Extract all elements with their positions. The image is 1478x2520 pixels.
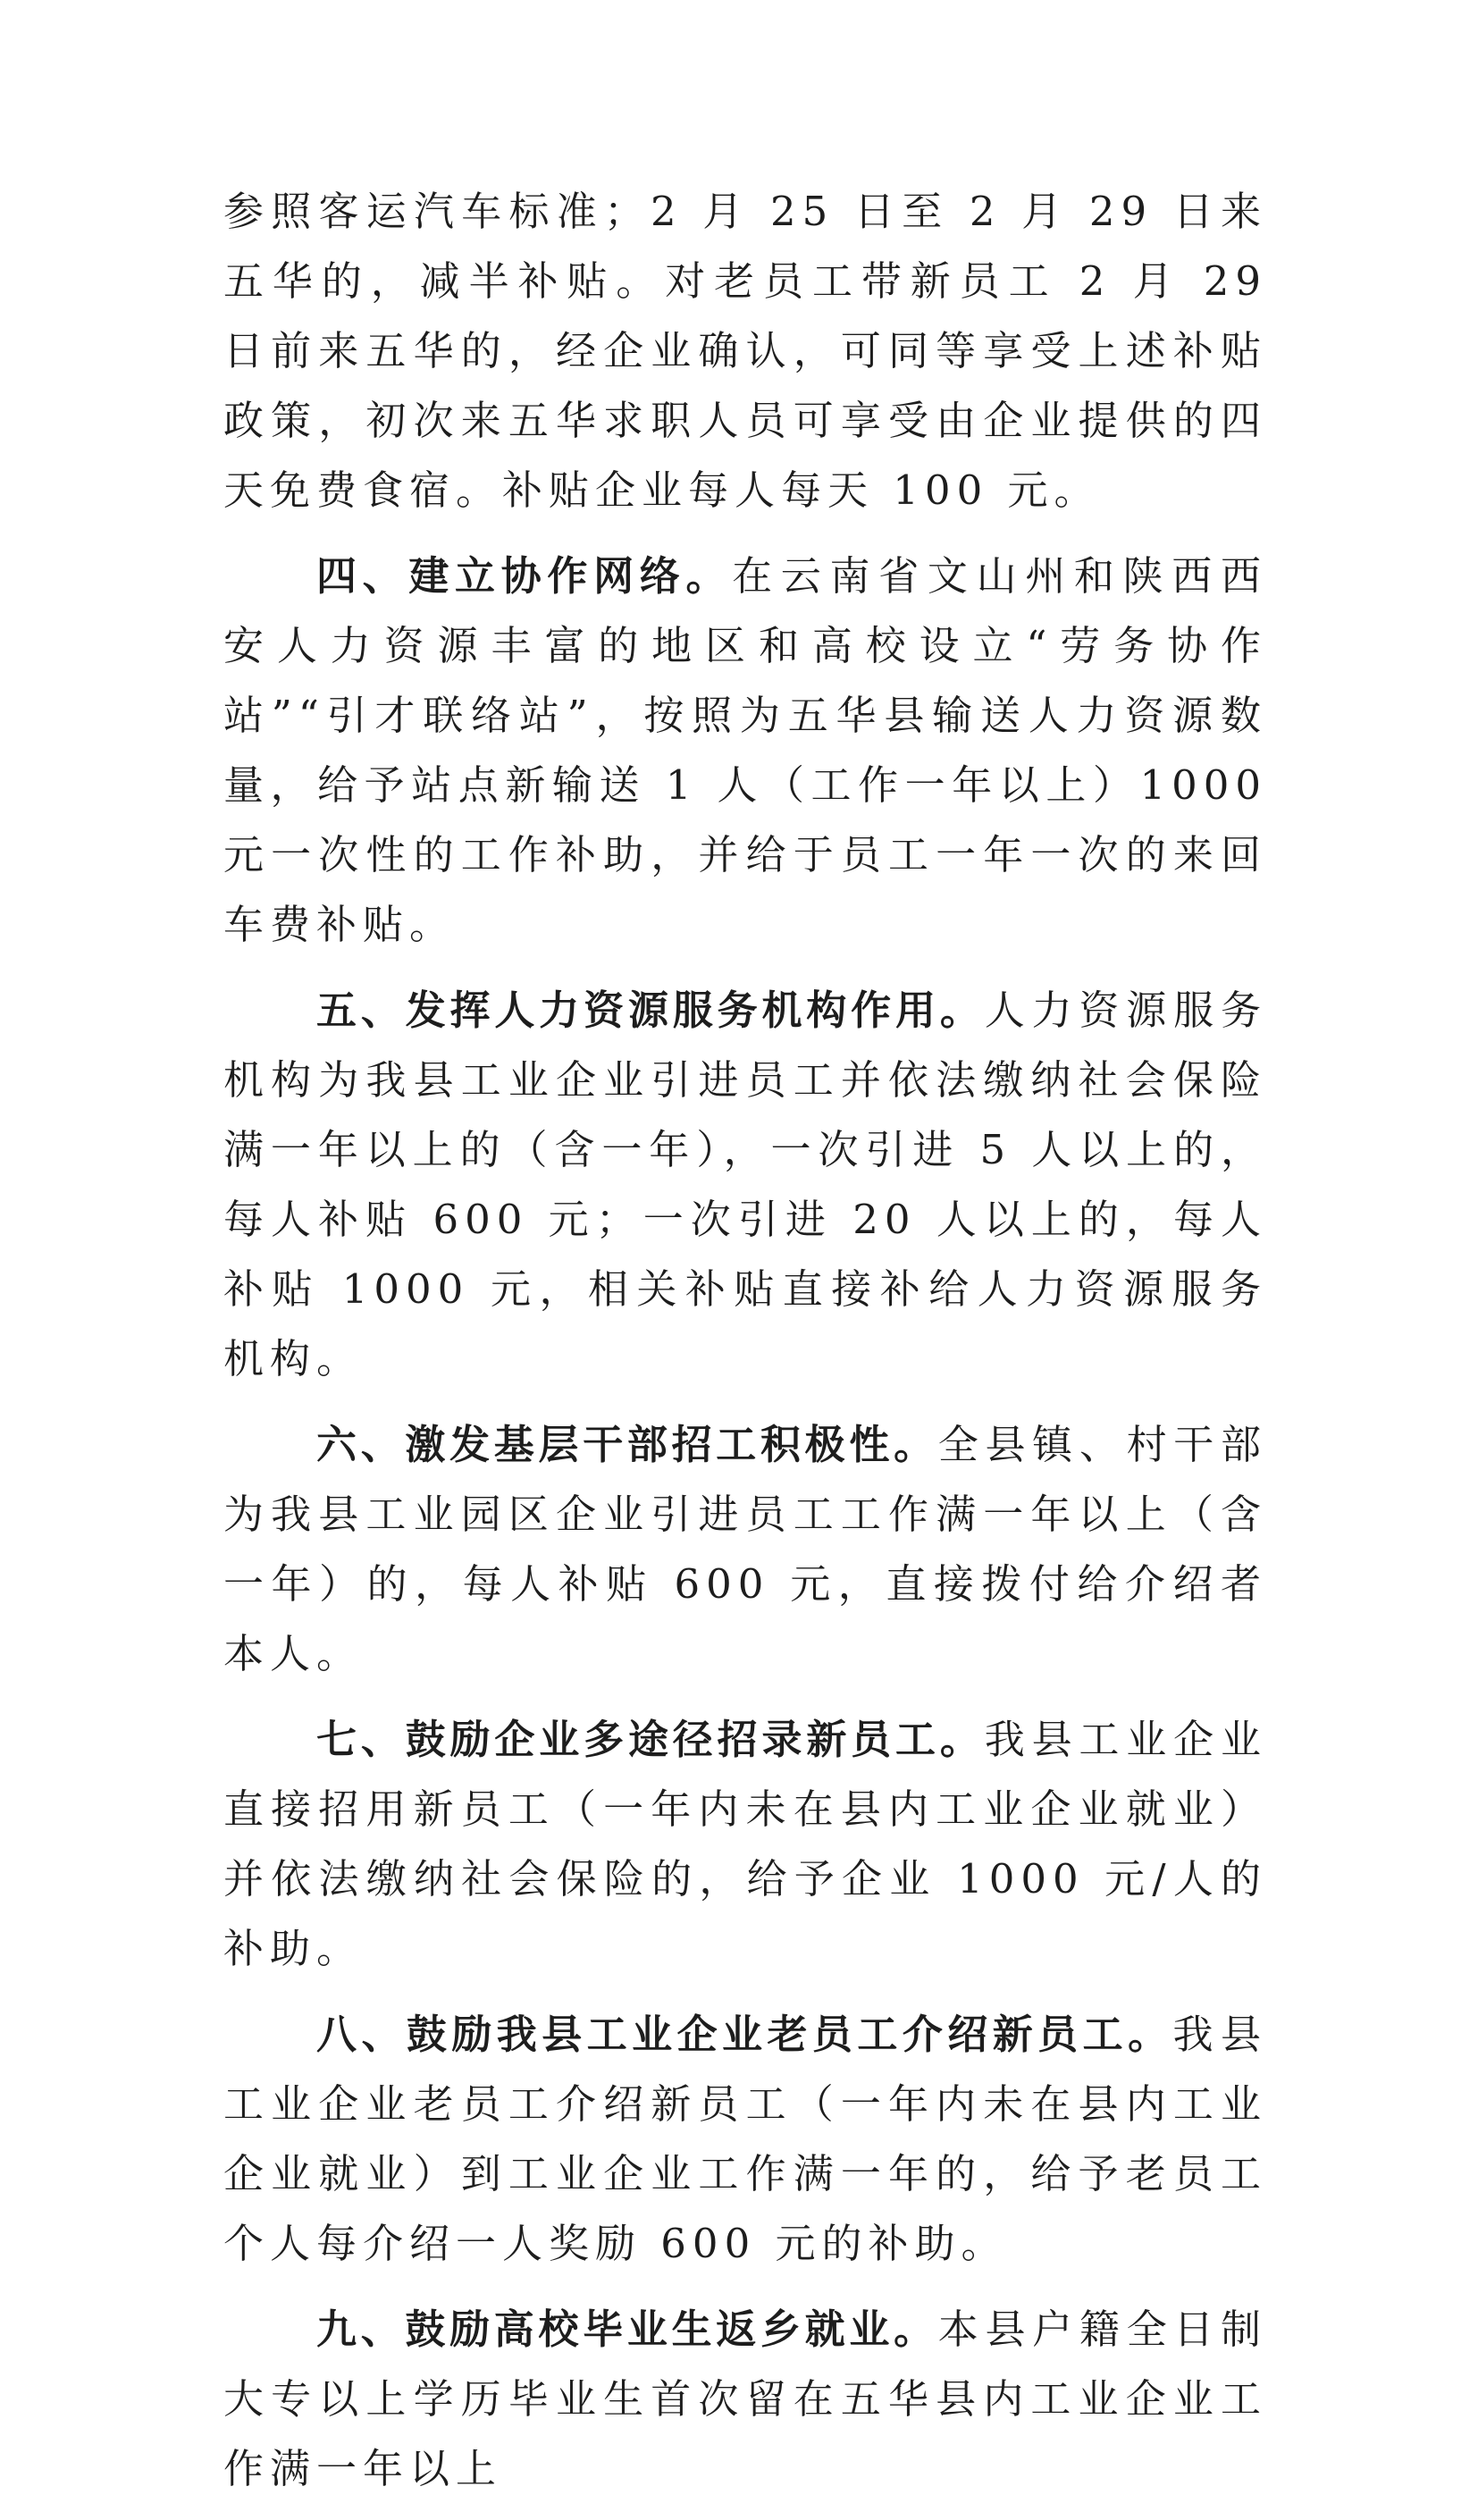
paragraph-section-6 bbox=[223, 1410, 1267, 1689]
section-heading: 四、建立协作网络。 bbox=[316, 552, 733, 600]
section-heading: 九、鼓励高校毕业生返乡就业。 bbox=[316, 2306, 938, 2353]
paragraph-section-8 bbox=[223, 2000, 1267, 2279]
paragraph-section-4 bbox=[223, 542, 1267, 960]
paragraph-section-9 bbox=[223, 2295, 1267, 2504]
paragraph-body: 我县工业企业老员工介绍新员工（一年内未在县内工业企业就业）到工业企业工作满一年的，给予老员工个人每介绍一人奖励 600 元的补助。 bbox=[223, 2011, 1267, 2267]
section-heading: 八、鼓励我县工业企业老员工介绍新员工。 bbox=[316, 2011, 1173, 2058]
paragraph-section-5 bbox=[223, 976, 1267, 1394]
paragraph-section-7 bbox=[223, 1705, 1267, 1984]
paragraph-body: 全县镇、村干部为我县工业园区企业引进员工工作满一年以上（含一年）的，每人补贴 600 元，直接拨付给介绍者本人。 bbox=[223, 1421, 1267, 1677]
paragraph-continued bbox=[223, 177, 1267, 525]
document-body bbox=[223, 177, 1267, 2520]
paragraph-body: 在云南省文山州和陕西西安人力资源丰富的地区和高校设立“劳务协作站”“引才联络站”，按照为五华县输送人力资源数量，给予站点新输送 1 人（工作一年以上）1000 元一次性的工作补助，并给于员工一年一次的来回车费补贴。 bbox=[223, 552, 1267, 948]
paragraph-body: 本县户籍全日制大专以上学历毕业生首次留在五华县内工业企业工作满一年以上 bbox=[223, 2306, 1267, 2492]
section-heading: 六、激发基层干部招工积极性。 bbox=[316, 1421, 938, 1468]
section-heading: 五、发挥人力资源服务机构作用。 bbox=[316, 987, 985, 1034]
paragraph-body: 参照客运汽车标准；2 月 25 日至 2 月 29 日来五华的，减半补贴。对老员工带新员工 2 月 29 日前来五华的，经企业确认，可同等享受上述补贴政策，初次来五华求职人员可享受由企业提供的四天免费食宿。补贴企业每人每天 100 元。 bbox=[223, 188, 1267, 514]
paragraph-body: 我县工业企业直接招用新员工（一年内未在县内工业企业就业）并依法缴纳社会保险的，给予企业 1000 元/人的补助。 bbox=[223, 1716, 1267, 1972]
paragraph-body: 人力资源服务机构为我县工业企业引进员工并依法缴纳社会保险满一年以上的（含一年），一次引进 5 人以上的，每人补贴 600 元；一次引进 20 人以上的，每人补贴 1000 元，相关补贴直接补给人力资源服务机构。 bbox=[223, 987, 1267, 1382]
section-heading: 七、鼓励企业多途径招录新员工。 bbox=[316, 1716, 985, 1763]
